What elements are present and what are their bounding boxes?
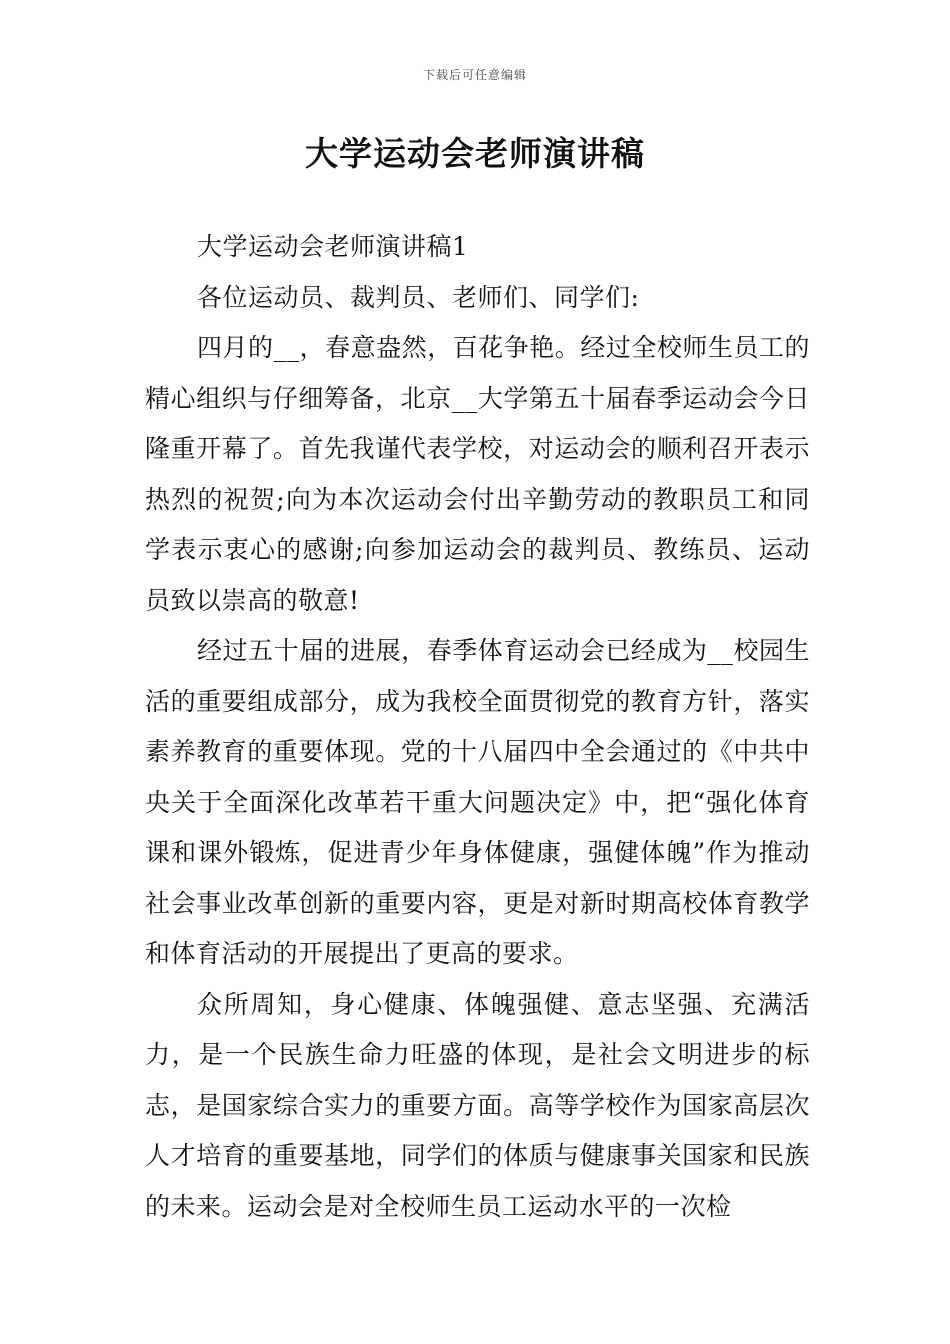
- paragraph: 经过五十届的进展，春季体育运动会已经成为__校园生活的重要组成部分，成为我校全面贯彻党的教育方针，落实素养教育的重要体现。党的十八届四中全会通过的《中共中央关于全面深化改革若干重大问题决定》中，把“强化体育课和课外锻炼，促进青少年身体健康，强健体魄”作为推动社会事业改革创新的重要内容，更是对新时期高校体育教学和体育活动的开展提出了更高的要求。: [145, 636, 810, 968]
- paragraph-subtitle: 大学运动会老师演讲稿1: [197, 232, 469, 261]
- document-title: 大学运动会老师演讲稿: [305, 134, 645, 173]
- header-note: 下载后可任意编辑: [422, 68, 527, 82]
- document-body: [145, 222, 810, 1232]
- paragraph-salutation: 各位运动员、裁判员、老师们、同学们:: [197, 282, 640, 312]
- paragraph: 四月的__，春意盎然，百花争艳。经过全校师生员工的精心组织与仔细筹备，北京__大学第五十届春季运动会今日隆重开幕了。首先我谨代表学校，对运动会的顺利召开表示热烈的祝贺;向为本次运动会付出辛勤劳动的教职员工和同学表示衷心的感谢;向参加运动会的裁判员、教练员、运动员致以崇高的敬意!: [145, 333, 810, 615]
- paragraph: 众所周知，身心健康、体魄强健、意志坚强、充满活力，是一个民族生命力旺盛的体现，是社会文明进步的标志，是国家综合实力的重要方面。高等学校作为国家高层次人才培育的重要基地，同学们的体质与健康事关国家和民族的未来。运动会是对全校师生员工运动水平的一次检: [145, 989, 810, 1221]
